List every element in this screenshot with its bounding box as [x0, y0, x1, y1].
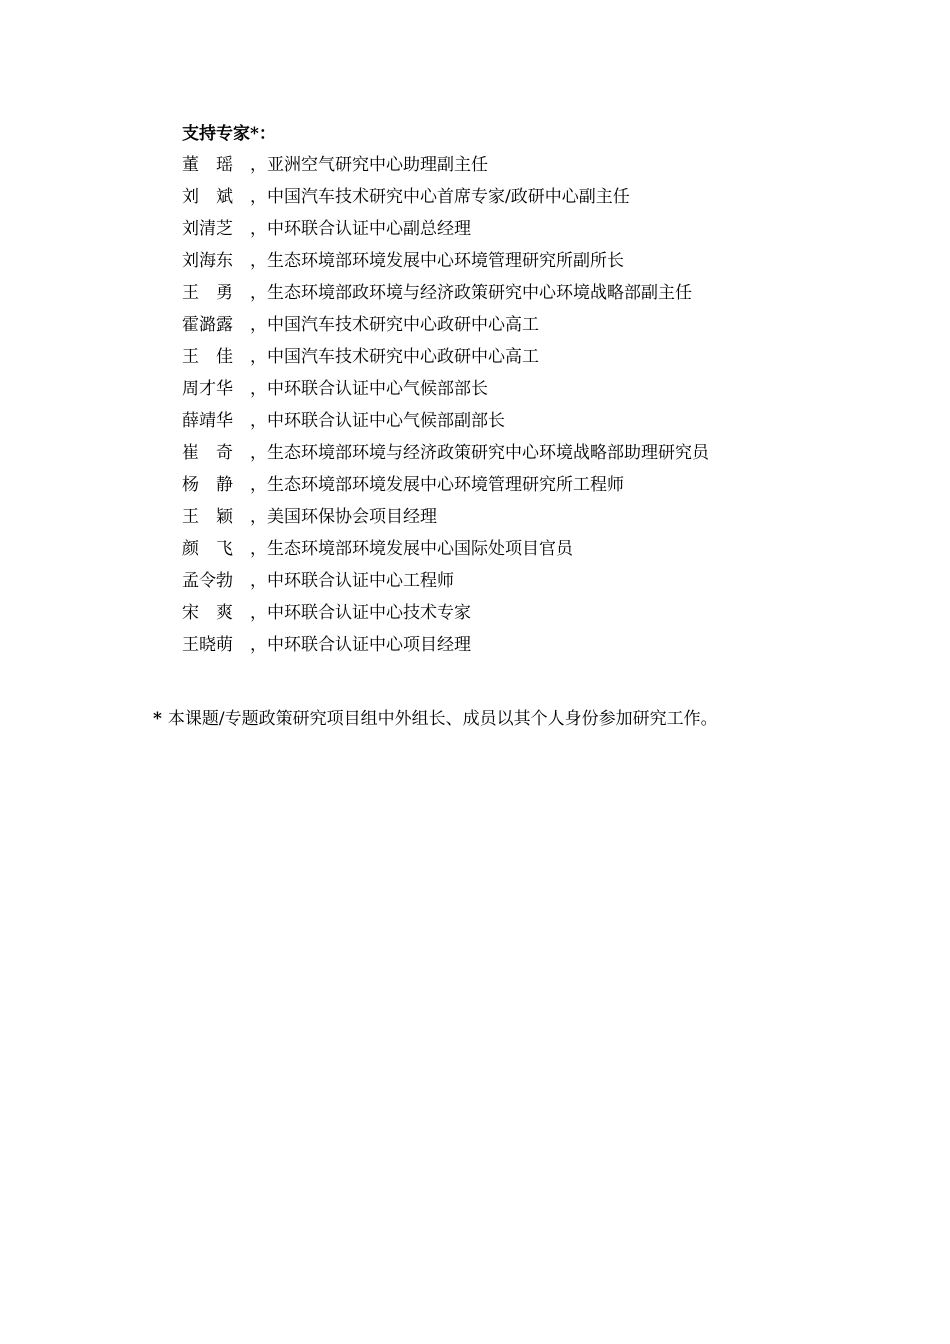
list-item: [182, 217, 709, 249]
separator: ，: [250, 603, 267, 623]
expert-name: 薛靖华: [182, 411, 233, 431]
expert-name: 刘 斌: [182, 187, 233, 207]
list-item: [182, 313, 709, 345]
list-item: [182, 153, 709, 185]
expert-affiliation: 中环联合认证中心副总经理: [267, 219, 471, 239]
expert-affiliation: 亚洲空气研究中心助理副主任: [267, 155, 488, 175]
list-item: [182, 345, 709, 377]
expert-list: [182, 153, 709, 665]
expert-name: 王 勇: [182, 283, 233, 303]
expert-name: 王晓萌: [182, 635, 233, 655]
expert-affiliation: 生态环境部环境与经济政策研究中心环境战略部助理研究员: [267, 443, 709, 463]
list-item: [182, 505, 709, 537]
expert-name: 董 瑶: [182, 155, 233, 175]
expert-name: 颜 飞: [182, 539, 233, 559]
expert-affiliation: 美国环保协会项目经理: [267, 507, 437, 527]
separator: ，: [250, 475, 267, 495]
list-item: [182, 281, 709, 313]
expert-name: 霍潞露: [182, 315, 233, 335]
expert-affiliation: 中国汽车技术研究中心首席专家/政研中心副主任: [267, 187, 630, 207]
expert-name: 崔 奇: [182, 443, 233, 463]
expert-affiliation: 中环联合认证中心气候部部长: [267, 379, 488, 399]
list-item: [182, 601, 709, 633]
separator: ，: [250, 219, 267, 239]
footnote: [153, 707, 718, 731]
expert-affiliation: 生态环境部环境发展中心环境管理研究所工程师: [267, 475, 624, 495]
separator: ，: [250, 187, 267, 207]
separator: ，: [250, 283, 267, 303]
expert-name: 刘海东: [182, 251, 233, 271]
separator: ，: [250, 411, 267, 431]
separator: ，: [250, 347, 267, 367]
list-item: [182, 569, 709, 601]
list-item: [182, 633, 709, 665]
expert-name: 刘清芝: [182, 219, 233, 239]
separator: ，: [250, 635, 267, 655]
footnote-text: 本课题/专题政策研究项目组中外组长、成员以其个人身份参加研究工作。: [167, 709, 718, 729]
section-heading: 支持专家*：: [182, 124, 276, 144]
expert-affiliation: 中国汽车技术研究中心政研中心高工: [267, 347, 539, 367]
separator: ，: [250, 315, 267, 335]
expert-name: 周才华: [182, 379, 233, 399]
expert-name: 王 颖: [182, 507, 233, 527]
separator: ，: [250, 571, 267, 591]
list-item: [182, 185, 709, 217]
expert-affiliation: 生态环境部政环境与经济政策研究中心环境战略部副主任: [267, 283, 692, 303]
list-item: [182, 377, 709, 409]
list-item: [182, 441, 709, 473]
expert-affiliation: 生态环境部环境发展中心环境管理研究所副所长: [267, 251, 624, 271]
separator: ，: [250, 379, 267, 399]
separator: ，: [250, 443, 267, 463]
list-item: [182, 409, 709, 441]
expert-affiliation: 生态环境部环境发展中心国际处项目官员: [267, 539, 573, 559]
list-item: [182, 249, 709, 281]
expert-name: 杨 静: [182, 475, 233, 495]
expert-name: 孟令勃: [182, 571, 233, 591]
expert-affiliation: 中国汽车技术研究中心政研中心高工: [267, 315, 539, 335]
separator: ，: [250, 251, 267, 271]
expert-affiliation: 中环联合认证中心项目经理: [267, 635, 471, 655]
list-item: [182, 473, 709, 505]
expert-affiliation: 中环联合认证中心技术专家: [267, 603, 471, 623]
expert-affiliation: 中环联合认证中心工程师: [267, 571, 454, 591]
footnote-mark: *: [153, 709, 162, 729]
expert-affiliation: 中环联合认证中心气候部副部长: [267, 411, 505, 431]
separator: ，: [250, 155, 267, 175]
separator: ，: [250, 507, 267, 527]
list-item: [182, 537, 709, 569]
separator: ，: [250, 539, 267, 559]
expert-name: 宋 爽: [182, 603, 233, 623]
expert-name: 王 佳: [182, 347, 233, 367]
